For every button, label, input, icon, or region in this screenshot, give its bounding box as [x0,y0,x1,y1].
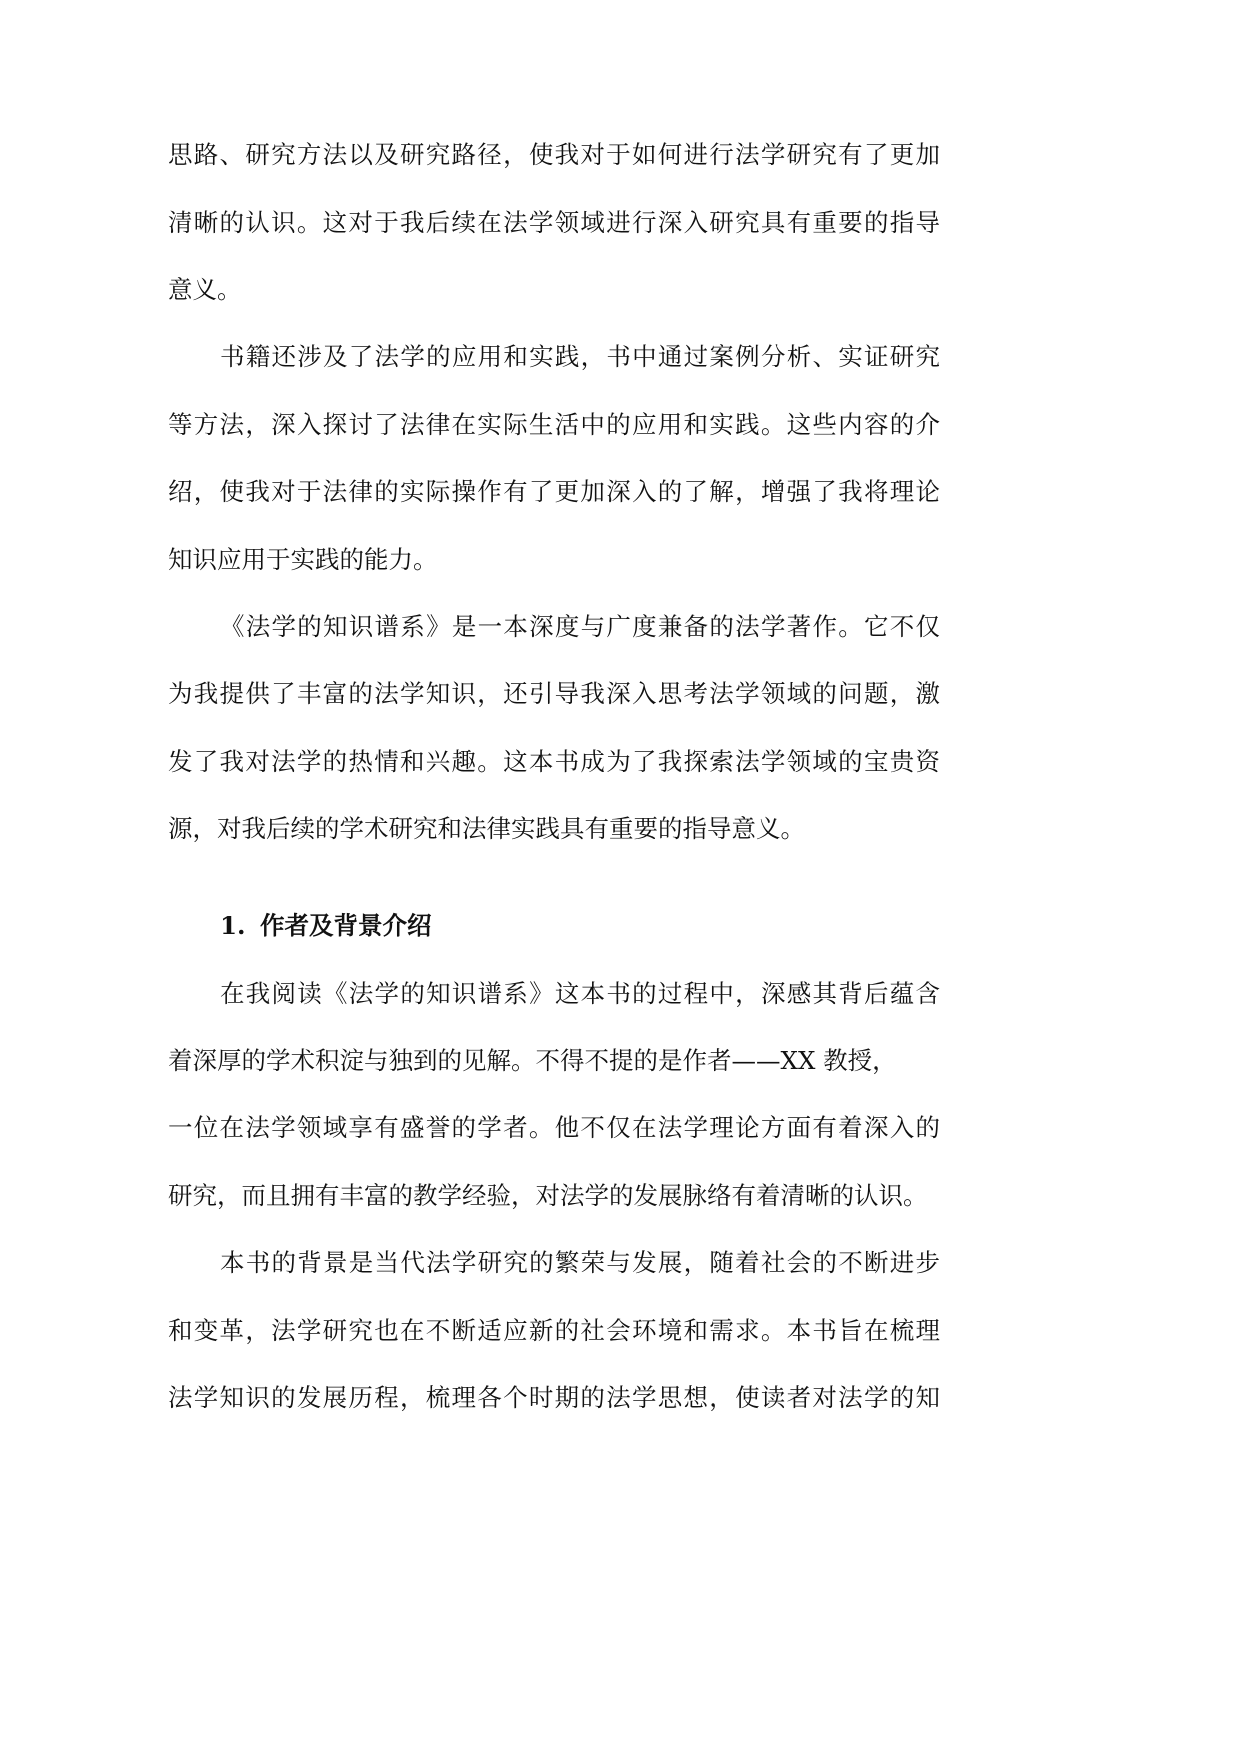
text-line: 本书的背景是当代法学研究的繁荣与发展，随着社会的不断进步 [220,1248,940,1278]
text-line: 等方法，深入探讨了法律在实际生活中的应用和实践。这些内容的介 [168,409,940,439]
text-line: 知识应用于实践的能力。 [168,544,438,574]
text-line: 和变革，法学研究也在不断适应新的社会环境和需求。本书旨在梳理 [168,1315,940,1345]
text-line: 意义。 [168,275,242,305]
text-line: 绍，使我对于法律的实际操作有了更加深入的了解，增强了我将理论 [168,477,940,507]
text-line: 一位在法学领域享有盛誉的学者。他不仅在法学理论方面有着深入的 [168,1113,940,1143]
text-line: 法学知识的发展历程，梳理各个时期的法学思想，使读者对法学的知 [168,1382,940,1412]
document-body [168,121,940,1431]
text-line: 研究，而且拥有丰富的教学经验，对法学的发展脉络有着清晰的认识。 [168,1180,928,1210]
paragraph [168,960,940,1230]
section-title: 作者及背景介绍 [260,911,432,941]
text-line: 源，对我后续的学术研究和法律实践具有重要的指导意义。 [168,814,805,844]
paragraph [168,1229,940,1431]
text-line: 着深厚的学术积淀与独到的见解。不得不提的是作者——XX 教授， [168,1045,897,1075]
section-heading [168,892,940,959]
paragraph [168,323,940,593]
text-line: 思路、研究方法以及研究路径，使我对于如何进行法学研究有了更加 [168,140,940,170]
text-line: 书籍还涉及了法学的应用和实践，书中通过案例分析、实证研究 [220,342,940,372]
text-line: 在我阅读《法学的知识谱系》这本书的过程中，深感其背后蕴含 [220,978,940,1008]
section-number: 1. [220,911,246,941]
text-line: 发了我对法学的热情和兴趣。这本书成为了我探索法学领域的宝贵资 [168,746,940,776]
text-line: 《法学的知识谱系》是一本深度与广度兼备的法学著作。它不仅 [220,612,940,642]
paragraph [168,593,940,863]
text-line: 清晰的认识。这对于我后续在法学领域进行深入研究具有重要的指导 [168,207,940,237]
text-line: 为我提供了丰富的法学知识，还引导我深入思考法学领域的问题，激 [168,679,940,709]
paragraph [168,121,940,323]
